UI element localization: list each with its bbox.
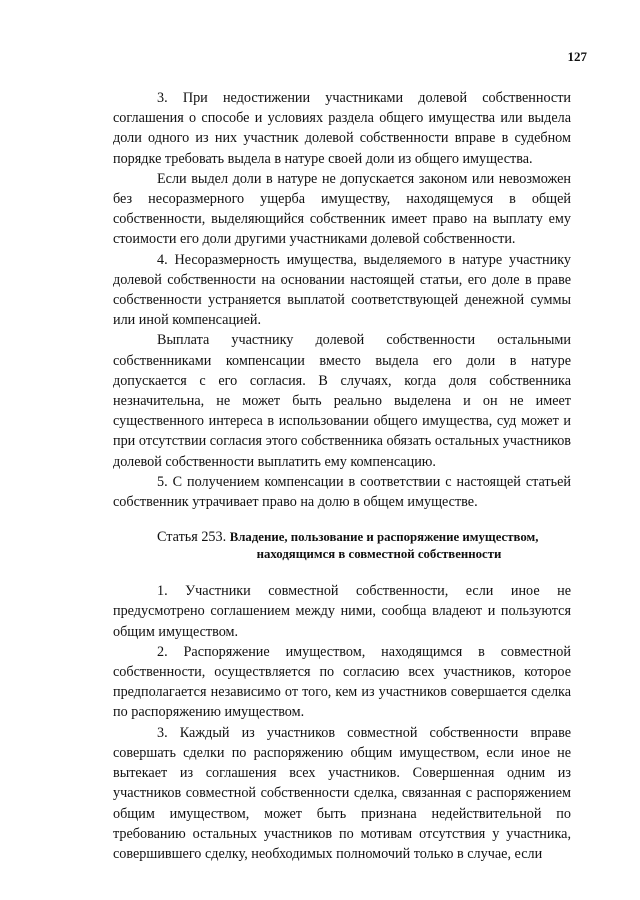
article-title-line1: Владение, пользование и распоряжение имуществом, bbox=[229, 530, 539, 545]
article-title-line2: находящимся в совместной собственности bbox=[256, 547, 502, 562]
page-content bbox=[113, 88, 571, 864]
paragraph-disproportion-compensation: 4. Несоразмерность имущества, выделяемого в натуре участнику долевой собственности на основании настоящей статьи, его доле в праве собственности устраняется выплатой соответствующей денежной суммы или иной компенсацией. bbox=[113, 251, 571, 329]
article-label: Статья 253. bbox=[157, 529, 227, 546]
article-heading bbox=[113, 529, 571, 563]
paragraph-compensation-consent: Выплата участнику долевой собственности остальными собственниками компенсации вместо выдела его доли в натуре допускается с его согласия. В случаях, когда доля собственника незначительна, не может быть реально выделена и он не имеет существенного интереса в использовании общего имущества, суд может и при отсутствии согласия этого собственника обязать остальных участников долевой собственности выплатить ему компенсацию. bbox=[113, 332, 571, 470]
paragraph-joint-disposal: 2. Распоряжение имуществом, находящимся в совместной собственности, осуществляется по согласию всех участников, которое предполагается независимо от того, кем из участников совершается сделка по распоряжению имуществом. bbox=[113, 643, 571, 721]
paragraph-joint-possession: 1. Участники совместной собственности, если иное не предусмотрено соглашением между ними, сообща владеют и пользуются общим имуществом. bbox=[113, 583, 571, 640]
paragraph-share-division-claim: 3. При недостижении участниками долевой собственности соглашения о способе и условиях раздела общего имущества или выдела доли одного из них участник долевой собственности вправе в судебном порядке требовать выдела в натуре своей доли из общего имущества. bbox=[113, 90, 571, 167]
paragraph-joint-transactions: 3. Каждый из участников совместной собственности вправе совершать сделки по распоряжению общим имуществом, если иное не вытекает из соглашения всех участников. Совершенная одним из участников совместной собственности сделка, связанная с распоряжением общим имуществом, может быть признана недействительной по требованию остальных участников по мотивам отсутствия у участника, совершившего сделку, необходимых полномочий только в случае, если bbox=[113, 724, 571, 862]
paragraph-loss-of-share: 5. С получением компенсации в соответствии с настоящей статьей собственник утрачивает право на долю в общем имуществе. bbox=[113, 473, 571, 511]
paragraph-share-value-payment: Если выдел доли в натуре не допускается законом или невозможен без несоразмерного ущерба имуществу, находящемуся в общей собственности, выделяющийся собственник имеет право на выплату ему стоимости его доли другими участниками долевой собственности. bbox=[113, 170, 571, 248]
page-number: 127 bbox=[567, 49, 587, 64]
